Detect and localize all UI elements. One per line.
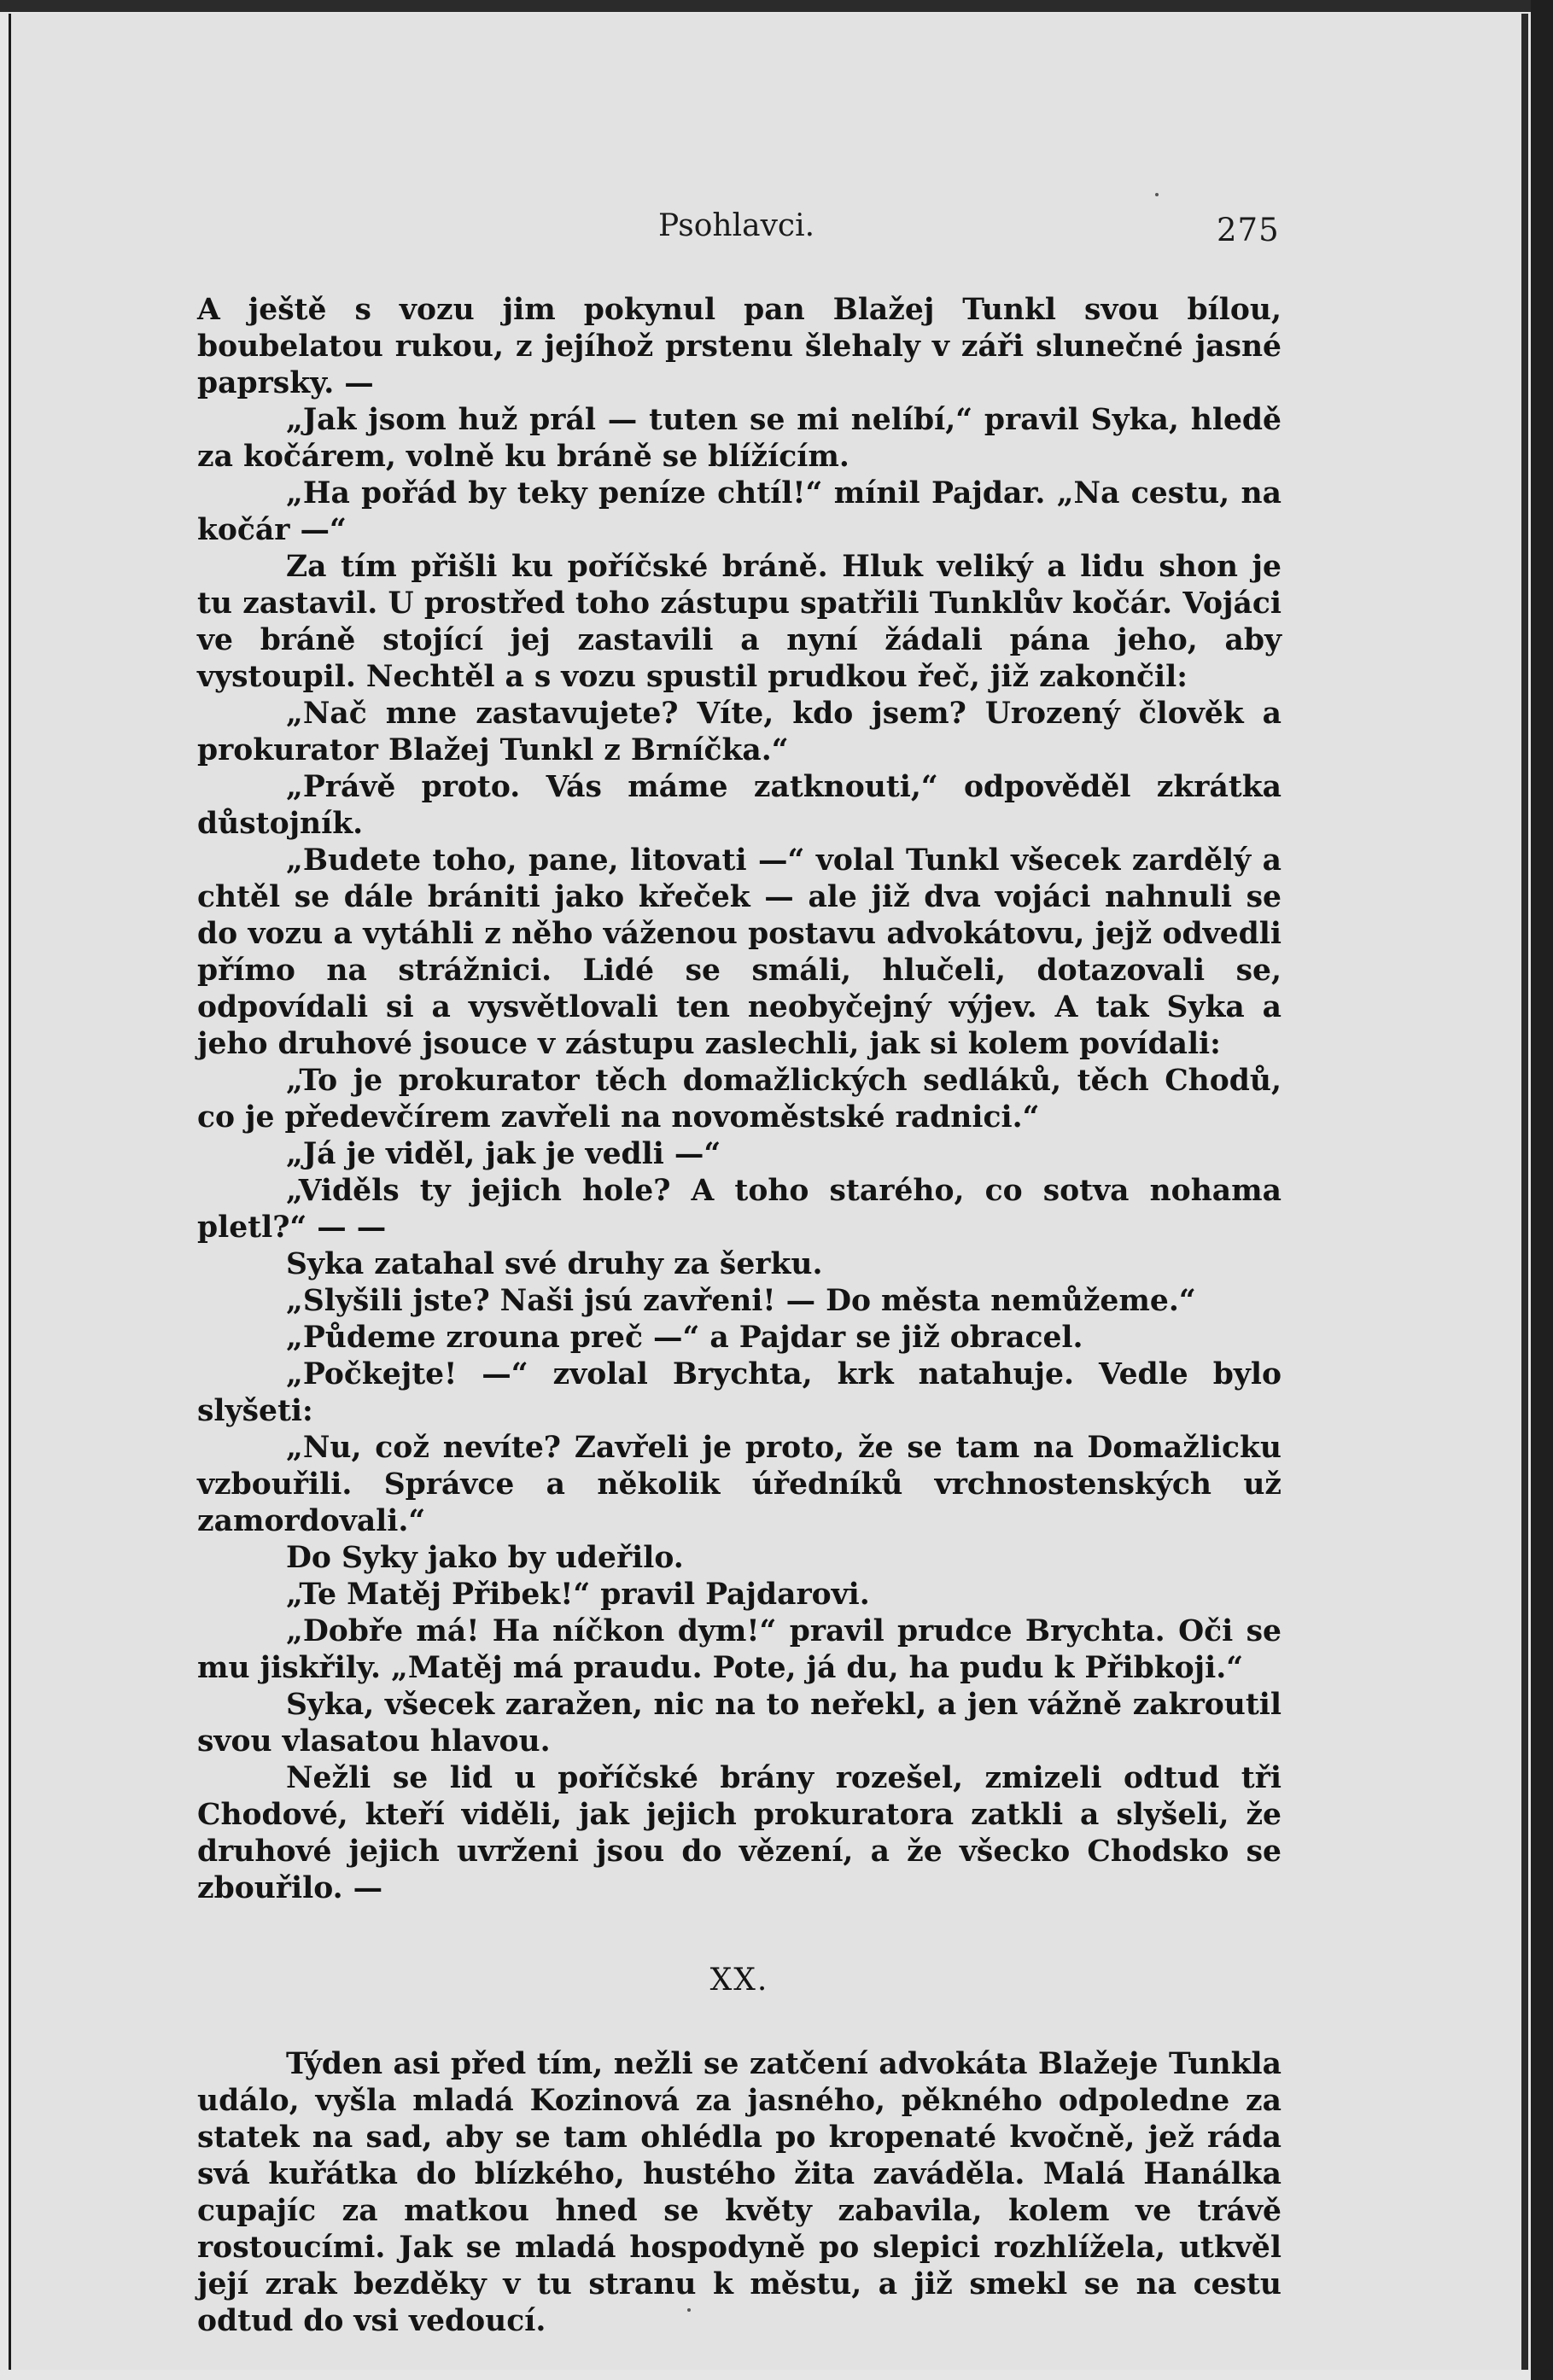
paragraph: „Dobře má! Ha níčkon dym!“ pravil prudce Brychta. Oči se mu jiskřily. „Matěj má praudu. Pote, já du, ha pudu k Přibkoji.“ (197, 1614, 1282, 1685)
running-title: Psohlavci. (658, 208, 815, 243)
paragraph: „Viděls ty jejich hole? A toho starého, co sotva nohama pletl?“ — — (197, 1174, 1282, 1245)
page-header (11, 208, 1521, 251)
paragraph: Syka zatahal své druhy za šerku. (286, 1247, 823, 1281)
paragraph: A ještě s vozu jim pokynul pan Blažej Tunkl svou bílou, boubelatou rukou, z jejíhož prstenu šlehaly v záři slunečné jasné paprsky. — (197, 293, 1282, 400)
paragraph: „Ha pořád by teky peníze chtíl!“ mínil Pajdar. „Na cestu, na kočár —“ (197, 476, 1282, 547)
scan-top-edge (0, 0, 1553, 12)
paragraph: „Počkejte! —“ zvolal Brychta, krk natahuje. Vedle bylo slyšeti: (197, 1357, 1282, 1428)
paragraph: „Nu, což nevíte? Zavřeli je proto, že se tam na Domažlicku vzbouřili. Správce a několik úředníků vrchnostenských už zamordovali.“ (197, 1431, 1282, 1538)
paragraph: Syka, všecek zaražen, nic na to neřekl, a jen vážně zakroutil svou vlasatou hlavou. (197, 1688, 1282, 1759)
paragraph: „Te Matěj Přibek!“ pravil Pajdarovi. (286, 1578, 870, 1612)
paragraph: „Nač mne zastavujete? Víte, kdo jsem? Urozený člověk a prokurator Blažej Tunkl z Brníčka.“ (197, 697, 1282, 767)
paragraph: Nežli se lid u poříčské brány rozešel, zmizeli odtud tři Chodové, kteří viděli, jak jejich prokuratora zatkli a slyšeli, že druhové jejich uvrženi jsou do vězení, a že všecko Chodsko se zbouřilo. — (197, 1761, 1282, 1905)
book-page (9, 14, 1528, 2370)
paragraph: „Půdeme zrouna preč —“ a Pajdar se již obracel. (286, 1321, 1083, 1355)
body-text (197, 292, 1282, 2340)
paragraph: „Jak jsom huž prál — tuten se mi nelíbí,“ pravil Syka, hledě za kočárem, volně ku bráně se blížícím. (197, 403, 1282, 474)
scan-speck (687, 2308, 691, 2312)
chapter-heading: XX. (709, 1963, 769, 1998)
paragraph: Za tím přišli ku poříčské bráně. Hluk veliký a lidu shon je tu zastavil. U prostřed toho zástupu spatřili Tunklův kočár. Vojáci ve bráně stojící jej zastavili a nyní žádali pána jeho, aby vystoupil. Nechtěl a s vozu spustil prudkou řeč, již zakončil: (197, 550, 1282, 694)
paragraph: „Slyšili jste? Naši jsú zavřeni! — Do města nemůžeme.“ (286, 1284, 1196, 1318)
paragraph: Do Syky jako by udeřilo. (286, 1541, 684, 1575)
page-number: 275 (1217, 212, 1280, 248)
paragraph: Týden asi před tím, nežli se zatčení advokáta Blažeje Tunkla událo, vyšla mladá Kozinová za jasného, pěkného odpoledne za statek na sad, aby se tam ohlédla po kropenaté kvočně, jež ráda svá kuřátka do blízkého, hustého žita zaváděla. Malá Hanálka cupajíc za matkou hned se květy zabavila, kolem ve trávě rostoucími. Jak se mladá hospodyně po slepici rozhlížela, utkvěl její zrak bezděky v tu stranu k městu, a již smekl se na cestu odtud do vsi vedoucí. (197, 2047, 1282, 2338)
scan-right-edge (1531, 0, 1553, 2380)
paragraph: „Já je viděl, jak je vedli —“ (286, 1137, 721, 1171)
paragraph: „Budete toho, pane, litovati —“ volal Tunkl všecek zardělý a chtěl se dále brániti jako křeček — ale již dva vojáci nahnuli se do vozu a vytáhli z něho váženou postavu advokátovu, jejž odvedli přímo na strážnici. Lidé se smáli, hlučeli, dotazovali se, odpovídali si a vysvětlovali ten neobyčejný výjev. A tak Syka a jeho druhové jsouce v zástupu zaslechli, jak si kolem povídali: (197, 843, 1282, 1061)
paragraph: „Právě proto. Vás máme zatknouti,“ odpověděl zkrátka důstojník. (197, 770, 1282, 841)
scan-speck (1155, 193, 1159, 196)
paragraph: „To je prokurator těch domažlických sedláků, těch Chodů, co je předevčírem zavřeli na novoměstské radnici.“ (197, 1064, 1282, 1135)
